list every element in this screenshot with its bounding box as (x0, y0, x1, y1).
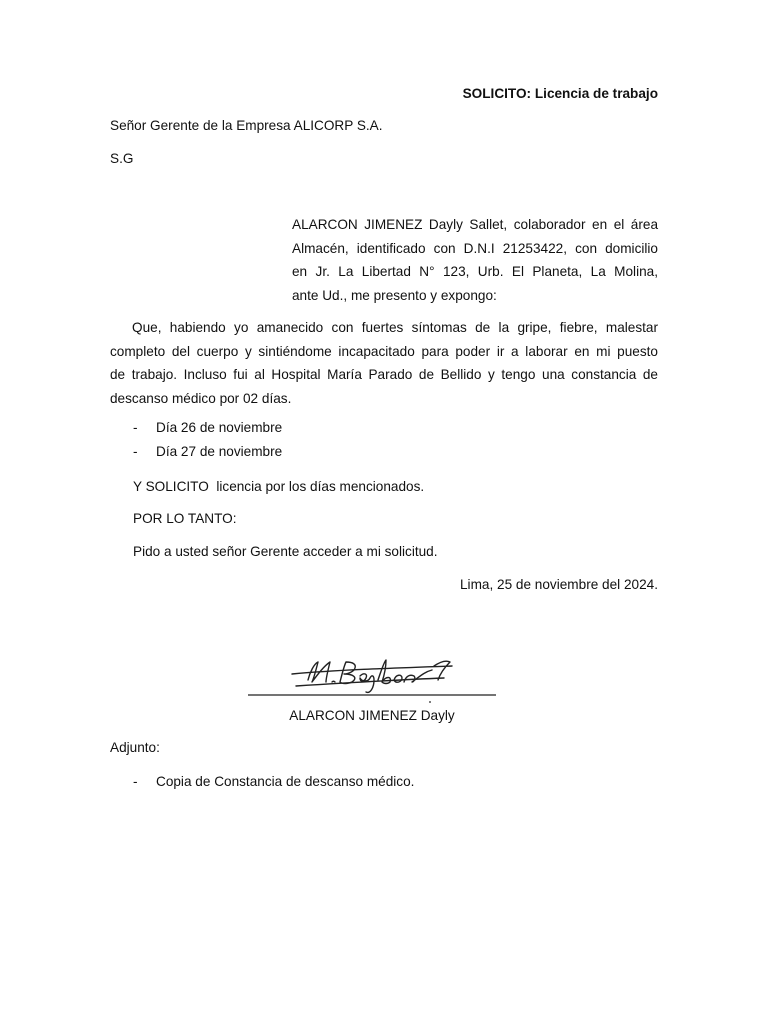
signature-image (244, 652, 500, 704)
recipient-line: Señor Gerente de la Empresa ALICORP S.A. (110, 118, 383, 133)
identity-line: Almacén, identificado con D.N.I 21253422, con domicilio (292, 240, 658, 256)
attachment-label: Adjunto: (110, 740, 160, 755)
subject-label: SOLICITO: (462, 86, 532, 101)
list-item-day-26: Día 26 de noviembre (156, 420, 283, 435)
date-line: Lima, 25 de noviembre del 2024. (460, 577, 658, 592)
signer-name: ALARCON JIMENEZ Dayly (289, 708, 455, 723)
subject-text: Licencia de trabajo (534, 86, 658, 101)
body-line: completo del cuerpo y sintiéndome incapacitado para poder ir a laborar en mi puesto (110, 343, 658, 359)
identity-line: ALARCON JIMENEZ Dayly Sallet, colaborador en el área (292, 217, 658, 232)
list-bullet: - (133, 774, 138, 789)
subject-line (110, 86, 658, 101)
body-line: de trabajo. Incluso fui al Hospital María Parado de Bellido y tengo una constancia de (110, 367, 658, 382)
sg-line: S.G (110, 151, 134, 166)
body-paragraph (110, 316, 658, 410)
request-line: Pido a usted señor Gerente acceder a mi solicitud. (133, 544, 438, 559)
list-bullet: - (133, 420, 138, 435)
list-item-day-27: Día 27 de noviembre (156, 444, 283, 459)
identity-line: en Jr. La Libertad N° 123, Urb. El Planeta, La Molina, (292, 264, 658, 279)
body-line: descanso médico por 02 días. (110, 390, 292, 406)
solicito-line: Y SOLICITO licencia por los días mencionados. (133, 479, 425, 494)
body-line: Que, habiendo yo amanecido con fuertes síntomas de la gripe, fiebre, malestar (132, 320, 658, 335)
list-item-attachment: Copia de Constancia de descanso médico. (156, 774, 415, 789)
por-lo-tanto-line: POR LO TANTO: (133, 511, 237, 526)
identity-paragraph (292, 213, 658, 307)
identity-line: ante Ud., me presento y expongo: (292, 287, 497, 303)
list-bullet: - (133, 444, 138, 459)
